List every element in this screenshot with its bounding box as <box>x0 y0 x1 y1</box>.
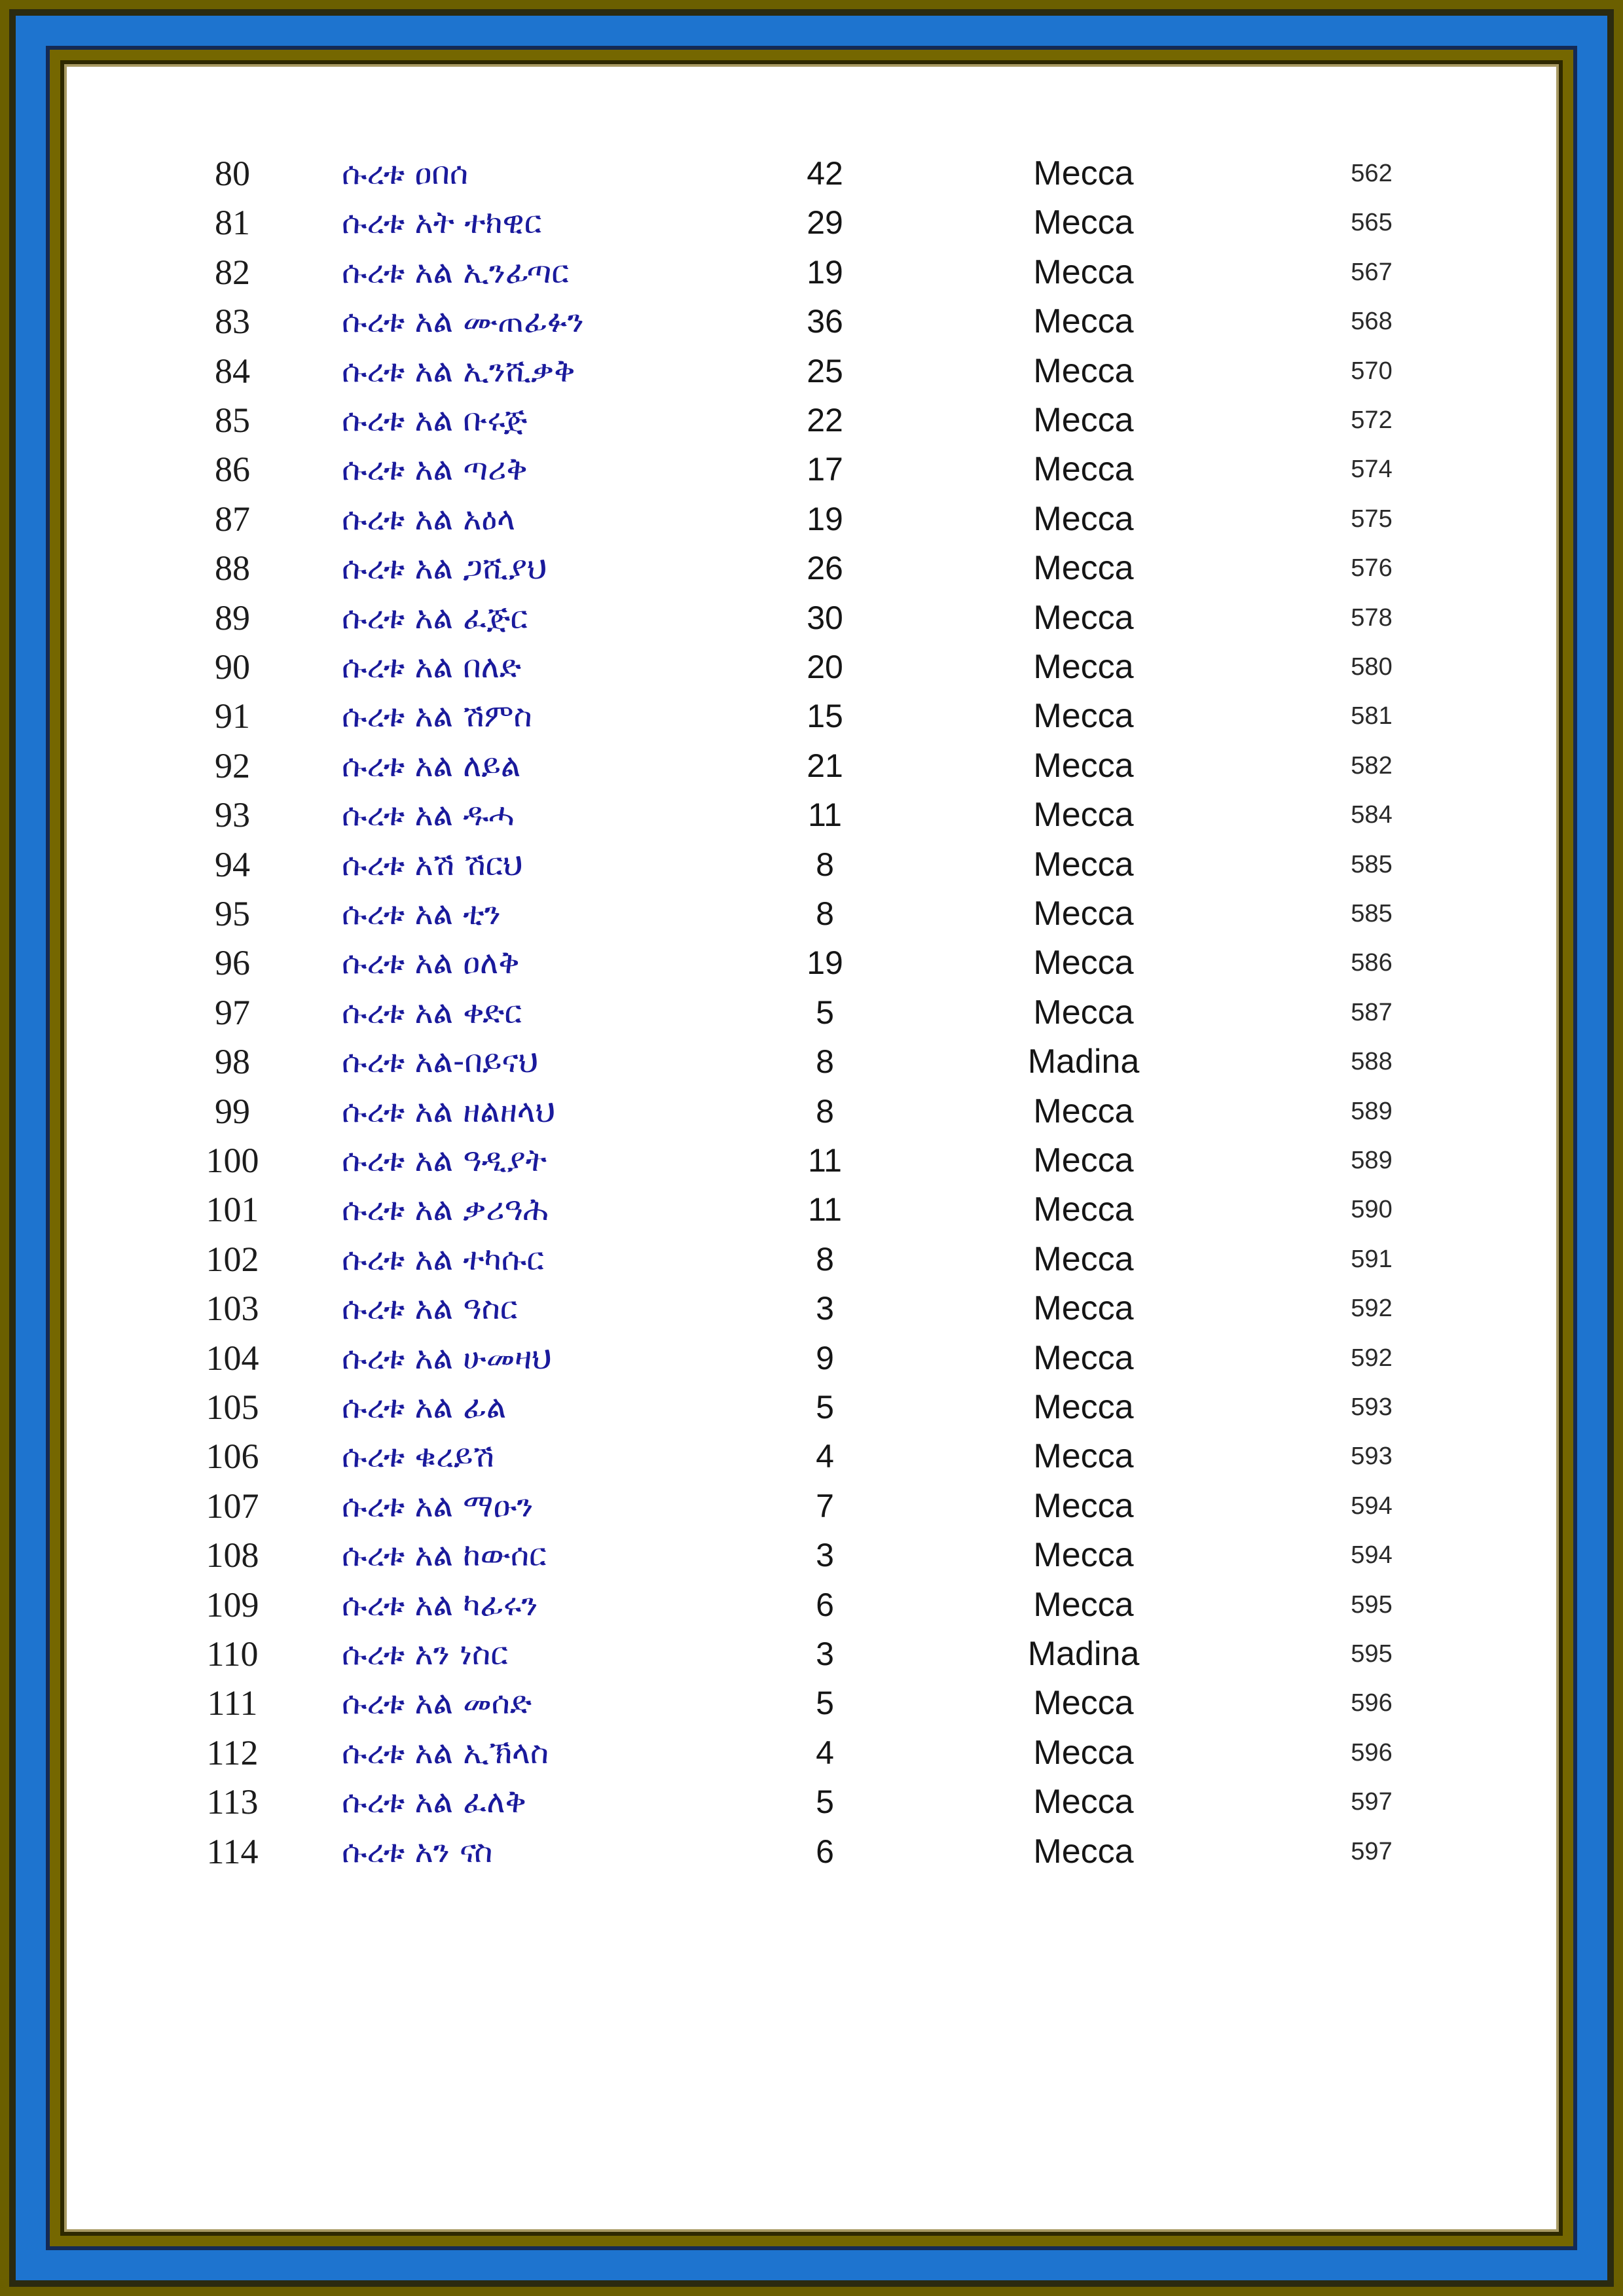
page-number: 597 <box>1351 1838 1393 1865</box>
page-number: 593 <box>1351 1393 1393 1421</box>
verse-count: 17 <box>807 451 843 488</box>
page-number: 581 <box>1351 702 1393 730</box>
revelation-place: Mecca <box>1033 154 1134 192</box>
table-row <box>0 445 1623 494</box>
surah-name: ሱረቱ አል ሙጠፊፉን <box>342 303 584 340</box>
surah-name: ሱረቱ አል ከውሰር <box>342 1537 547 1573</box>
table-row <box>0 1136 1623 1185</box>
table-row <box>0 988 1623 1037</box>
revelation-place: Mecca <box>1033 747 1134 785</box>
verse-count: 30 <box>807 600 843 636</box>
page-number: 593 <box>1351 1443 1393 1470</box>
table-row <box>0 1679 1623 1728</box>
revelation-place: Mecca <box>1033 846 1134 884</box>
page-number: 574 <box>1351 456 1393 483</box>
page-number: 585 <box>1351 851 1393 878</box>
verse-count: 8 <box>816 846 834 883</box>
revelation-place: Mecca <box>1033 944 1134 982</box>
page-number: 572 <box>1351 406 1393 434</box>
surah-number: 84 <box>215 351 250 391</box>
table-row <box>0 939 1623 988</box>
revelation-place: Mecca <box>1033 549 1134 587</box>
surah-name: ሱረቱ አል ጋሺያህ <box>342 550 547 586</box>
verse-count: 20 <box>807 649 843 685</box>
surah-number: 83 <box>215 302 250 341</box>
page-number: 590 <box>1351 1196 1393 1223</box>
page-number: 592 <box>1351 1295 1393 1322</box>
table-row <box>0 840 1623 889</box>
verse-count: 3 <box>816 1537 834 1573</box>
table-row <box>0 1087 1623 1136</box>
verse-count: 36 <box>807 303 843 340</box>
verse-count: 8 <box>816 1043 834 1080</box>
revelation-place: Mecca <box>1033 1388 1134 1426</box>
revelation-place: Mecca <box>1033 1536 1134 1574</box>
surah-name: ሱረቱ አል ቡሩጅ <box>342 402 528 439</box>
surah-name: ሱረቱ አል ቀድር <box>342 994 522 1031</box>
verse-count: 5 <box>816 994 834 1031</box>
surah-name: ሱረቱ ዐበሰ <box>342 155 469 192</box>
surah-name: ሱረቱ አል ፈለቅ <box>342 1784 526 1820</box>
table-row <box>0 1432 1623 1481</box>
revelation-place: Mecca <box>1033 1240 1134 1278</box>
verse-count: 11 <box>808 1191 842 1228</box>
page-number: 575 <box>1351 505 1393 533</box>
surah-name: ሱረቱ አል ኢንሺቃቅ <box>342 353 575 389</box>
page-number: 570 <box>1351 357 1393 385</box>
surah-name: ሱረቱ አል ካፊሩን <box>342 1587 538 1623</box>
table-row <box>0 1827 1623 1876</box>
revelation-place: Mecca <box>1033 1487 1134 1525</box>
table-row <box>0 889 1623 939</box>
surah-name: ሱረቱ አል ሽምስ <box>342 698 532 734</box>
page-number: 592 <box>1351 1344 1393 1372</box>
surah-number: 82 <box>215 253 250 292</box>
surah-number: 88 <box>215 548 250 588</box>
table-row <box>0 1581 1623 1630</box>
surah-number: 109 <box>206 1585 259 1624</box>
verse-count: 19 <box>807 254 843 291</box>
table-row <box>0 594 1623 643</box>
surah-name: ሱረቱ አል ዐለቅ <box>342 944 520 981</box>
verse-count: 8 <box>816 1241 834 1278</box>
revelation-place: Mecca <box>1033 994 1134 1031</box>
surah-name: ሱረቱ አል ኢኽላስ <box>342 1734 549 1771</box>
page-number: 586 <box>1351 949 1393 977</box>
page-number: 580 <box>1351 653 1393 681</box>
surah-name: ሱረቱ አት ተክዊር <box>342 204 542 241</box>
surah-name: ሱረቱ አል ዱሓ <box>342 797 515 833</box>
surah-number: 98 <box>215 1042 250 1081</box>
surah-number: 101 <box>206 1190 259 1229</box>
page-number: 595 <box>1351 1591 1393 1619</box>
surah-name: ሱረቱ አል ዓዲያት <box>342 1142 547 1179</box>
surah-name: ሱረቱ አል-በይናህ <box>342 1043 539 1080</box>
revelation-place: Mecca <box>1033 401 1134 439</box>
page-number: 594 <box>1351 1492 1393 1520</box>
surah-number: 86 <box>215 450 250 489</box>
surah-number: 108 <box>206 1535 259 1575</box>
table-row <box>0 544 1623 593</box>
verse-count: 7 <box>816 1488 834 1524</box>
surah-number: 95 <box>215 894 250 933</box>
surah-number: 91 <box>215 696 250 736</box>
page-number: 568 <box>1351 308 1393 335</box>
verse-count: 5 <box>816 1784 834 1820</box>
revelation-place: Mecca <box>1033 352 1134 390</box>
surah-name: ሱረቱ አል ኢንፊጣር <box>342 254 569 291</box>
surah-name: ሱረቱ አል ማዑን <box>342 1488 534 1524</box>
page-number: 576 <box>1351 554 1393 582</box>
surah-number: 87 <box>215 499 250 539</box>
table-row <box>0 347 1623 396</box>
revelation-place: Mecca <box>1033 450 1134 488</box>
surah-name: ሱረቱ ቁረይሽ <box>342 1438 494 1475</box>
revelation-place: Mecca <box>1033 1289 1134 1327</box>
verse-count: 6 <box>816 1587 834 1623</box>
table-row <box>0 1383 1623 1432</box>
revelation-place: Mecca <box>1033 1783 1134 1821</box>
surah-name: ሱረቱ አል ጣሪቅ <box>342 451 528 488</box>
table-row <box>0 495 1623 544</box>
revelation-place: Mecca <box>1033 1339 1134 1377</box>
page-number: 596 <box>1351 1689 1393 1717</box>
surah-number: 103 <box>206 1289 259 1328</box>
surah-name: ሱረቱ አል ቲን <box>342 895 501 932</box>
verse-count: 3 <box>816 1636 834 1672</box>
verse-count: 29 <box>807 204 843 241</box>
surah-name: ሱረቱ አል በለድ <box>342 649 522 685</box>
surah-name: ሱረቱ አን ነስር <box>342 1636 508 1672</box>
verse-count: 5 <box>816 1685 834 1721</box>
table-row <box>0 297 1623 346</box>
table-row <box>0 692 1623 741</box>
verse-count: 9 <box>816 1340 834 1376</box>
revelation-place: Mecca <box>1033 500 1134 538</box>
verse-count: 4 <box>816 1438 834 1475</box>
verse-count: 42 <box>807 155 843 192</box>
table-row <box>0 643 1623 692</box>
revelation-place: Mecca <box>1033 1092 1134 1130</box>
verse-count: 8 <box>816 895 834 932</box>
surah-name: ሱረቱ አል መሰድ <box>342 1685 532 1721</box>
page-number: 585 <box>1351 900 1393 927</box>
page-number: 588 <box>1351 1048 1393 1075</box>
surah-number: 110 <box>206 1634 259 1674</box>
verse-count: 5 <box>816 1389 834 1426</box>
table-row <box>0 1334 1623 1383</box>
table-row <box>0 396 1623 445</box>
surah-number: 107 <box>206 1486 259 1526</box>
surah-number: 105 <box>206 1388 259 1427</box>
table-row <box>0 791 1623 840</box>
revelation-place: Mecca <box>1033 204 1134 242</box>
table-row <box>0 1482 1623 1531</box>
table-row <box>0 248 1623 297</box>
surah-number: 85 <box>215 401 250 440</box>
surah-number: 97 <box>215 993 250 1032</box>
surah-number: 93 <box>215 795 250 834</box>
revelation-place: Mecca <box>1033 697 1134 735</box>
page-number: 589 <box>1351 1147 1393 1174</box>
revelation-place: Mecca <box>1033 648 1134 686</box>
surah-number: 81 <box>215 203 250 242</box>
revelation-place: Mecca <box>1033 1141 1134 1179</box>
verse-count: 19 <box>807 501 843 537</box>
table-row <box>0 1235 1623 1284</box>
surah-name: ሱረቱ አል ፈጅር <box>342 600 528 636</box>
table-row <box>0 1037 1623 1086</box>
verse-count: 15 <box>807 698 843 734</box>
revelation-place: Mecca <box>1033 1191 1134 1229</box>
surah-name: ሱረቱ አሽ ሽርህ <box>342 846 523 883</box>
table-row <box>0 1778 1623 1827</box>
surah-name: ሱረቱ አን ናስ <box>342 1833 493 1870</box>
surah-number: 90 <box>215 647 250 687</box>
page-number: 594 <box>1351 1541 1393 1569</box>
surah-number: 111 <box>207 1683 258 1723</box>
surah-name: ሱረቱ አል ለይል <box>342 747 521 784</box>
surah-name: ሱረቱ አል ቃሪዓሕ <box>342 1191 549 1228</box>
surah-number: 99 <box>215 1092 250 1131</box>
table-row <box>0 1729 1623 1778</box>
page-number: 597 <box>1351 1788 1393 1816</box>
revelation-place: Mecca <box>1033 302 1134 340</box>
revelation-place: Mecca <box>1033 895 1134 933</box>
verse-count: 21 <box>807 747 843 784</box>
surah-number: 92 <box>215 746 250 785</box>
revelation-place: Mecca <box>1033 1437 1134 1475</box>
verse-count: 26 <box>807 550 843 586</box>
table-row <box>0 1531 1623 1580</box>
surah-name: ሱረቱ አል ፊል <box>342 1389 507 1426</box>
page-number: 595 <box>1351 1640 1393 1668</box>
surah-number: 100 <box>206 1141 259 1180</box>
surah-name: ሱረቱ አል ተካሱር <box>342 1241 544 1278</box>
verse-count: 6 <box>816 1833 834 1870</box>
surah-number: 102 <box>206 1240 259 1279</box>
page-number: 584 <box>1351 801 1393 829</box>
revelation-place: Mecca <box>1033 1833 1134 1871</box>
revelation-place: Mecca <box>1033 796 1134 834</box>
page-number: 578 <box>1351 604 1393 632</box>
revelation-place: Mecca <box>1033 1734 1134 1772</box>
table-row <box>0 1284 1623 1333</box>
table-row <box>0 198 1623 247</box>
surah-number: 104 <box>206 1338 259 1378</box>
page-number: 582 <box>1351 752 1393 780</box>
table-row <box>0 1185 1623 1234</box>
revelation-place: Madina <box>1027 1635 1140 1673</box>
table-row <box>0 742 1623 791</box>
surah-number: 112 <box>206 1733 259 1772</box>
revelation-place: Madina <box>1027 1043 1140 1081</box>
surah-number: 96 <box>215 943 250 982</box>
surah-name: ሱረቱ አል ዘልዘላህ <box>342 1093 556 1130</box>
page-number: 567 <box>1351 259 1393 286</box>
surah-number: 94 <box>215 845 250 884</box>
revelation-place: Mecca <box>1033 1684 1134 1722</box>
verse-count: 19 <box>807 944 843 981</box>
verse-count: 3 <box>816 1290 834 1327</box>
surah-name: ሱረቱ አል ዓስር <box>342 1290 518 1327</box>
table-row <box>0 1630 1623 1679</box>
verse-count: 25 <box>807 353 843 389</box>
verse-count: 8 <box>816 1093 834 1130</box>
page-number: 596 <box>1351 1739 1393 1767</box>
surah-name: ሱረቱ አል ሁመዛህ <box>342 1340 552 1376</box>
page-number: 587 <box>1351 999 1393 1026</box>
verse-count: 11 <box>808 797 842 833</box>
page-number: 565 <box>1351 209 1393 236</box>
surah-number: 113 <box>206 1782 259 1821</box>
page-number: 589 <box>1351 1098 1393 1125</box>
table-row <box>0 149 1623 198</box>
surah-number: 89 <box>215 598 250 637</box>
revelation-place: Mecca <box>1033 1586 1134 1624</box>
verse-count: 11 <box>808 1142 842 1179</box>
page-number: 591 <box>1351 1246 1393 1273</box>
revelation-place: Mecca <box>1033 253 1134 291</box>
surah-name: ሱረቱ አል አዕላ <box>342 501 516 537</box>
revelation-place: Mecca <box>1033 599 1134 637</box>
verse-count: 4 <box>816 1734 834 1771</box>
surah-number: 80 <box>215 154 250 193</box>
page-number: 562 <box>1351 160 1393 187</box>
verse-count: 22 <box>807 402 843 439</box>
surah-number: 106 <box>206 1437 259 1476</box>
surah-number: 114 <box>206 1832 259 1871</box>
